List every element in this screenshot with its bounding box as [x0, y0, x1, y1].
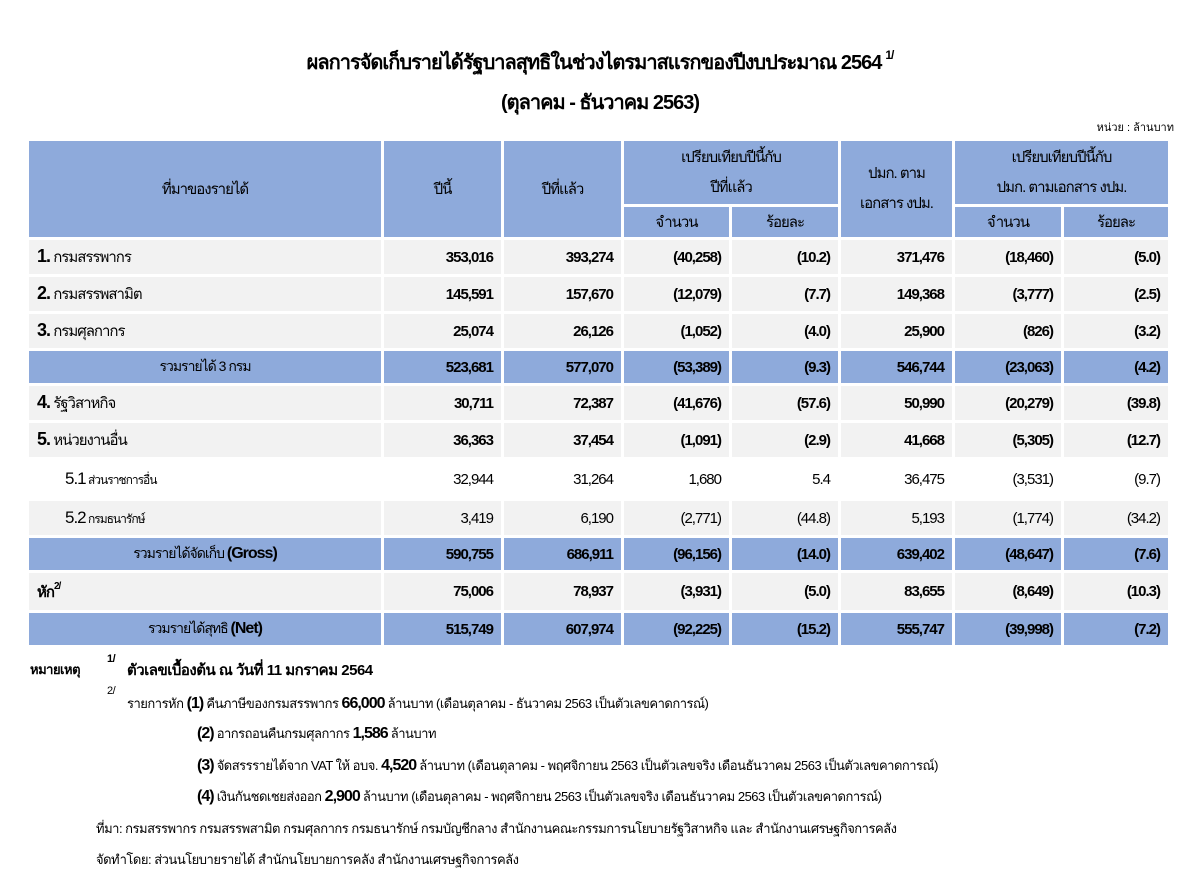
- cell-diff-pct: (7.7): [732, 277, 838, 311]
- cell-est-pct: (9.7): [1064, 460, 1168, 498]
- cell-estimate: 25,900: [841, 314, 952, 348]
- note-item-text: ล้านบาท (เดือนตุลาคม - พฤศจิกายน 2563 เป็นตัวเลขจริง เดือนธันวาคม 2563 เป็นตัวเลขคาดการณ์): [362, 789, 882, 804]
- row-number: 5.: [37, 429, 51, 449]
- cell-diff-pct: (44.8): [732, 501, 838, 535]
- row-label: [29, 573, 381, 610]
- row-label-text: กรมธนารักษ์: [87, 511, 145, 526]
- row-label: รวมรายได้ 3 กรม: [29, 351, 381, 383]
- col-header-diff-percent: ร้อยละ: [732, 207, 838, 237]
- table-row-gross-total: [29, 538, 1168, 570]
- cell-diff-pct: 5.4: [732, 460, 838, 498]
- header-line: เปรียบเทียบปีนี้กับ: [1011, 148, 1112, 166]
- cell-diff: (12,079): [624, 277, 729, 311]
- row-label-text: กรมสรรพสามิต: [53, 286, 142, 303]
- row-label-text: รวมรายได้จัดเก็บ: [133, 545, 224, 561]
- note-2-line-3: [197, 755, 938, 776]
- table-row: [29, 240, 1168, 274]
- cell-est-pct: (10.3): [1064, 573, 1168, 610]
- revenue-table: [26, 138, 1171, 648]
- row-label-text: กรมศุลกากร: [53, 323, 125, 340]
- row-label-text: รวมรายได้สุทธิ: [148, 620, 228, 636]
- cell-diff-pct: (57.6): [732, 386, 838, 420]
- cell-est-diff: (39,998): [955, 613, 1061, 645]
- cell-this-year: 36,363: [384, 423, 501, 457]
- cell-diff-pct: (14.0): [732, 538, 838, 570]
- cell-last-year: 6,190: [504, 501, 621, 535]
- cell-estimate: 50,990: [841, 386, 952, 420]
- cell-diff: (2,771): [624, 501, 729, 535]
- cell-est-diff: (5,305): [955, 423, 1061, 457]
- col-header-est-diff-amount: จำนวน: [955, 207, 1061, 237]
- note-2-line-1: [127, 693, 708, 714]
- col-header-compare-estimate: [955, 141, 1168, 204]
- table-row-net-total: [29, 613, 1168, 645]
- cell-estimate: 5,193: [841, 501, 952, 535]
- note-item-number: (2): [197, 725, 214, 742]
- note-item-amount: 2,900: [324, 788, 360, 805]
- header-line: ปีที่แล้ว: [710, 178, 752, 196]
- row-label-text: หน่วยงานอื่น: [53, 432, 127, 449]
- note-1-text: ตัวเลขเบื้องต้น ณ วันที่ 11 มกราคม 2564: [127, 662, 373, 679]
- table-row-sub: [29, 460, 1168, 498]
- col-header-estimate: [841, 141, 952, 237]
- cell-diff-pct: (5.0): [732, 573, 838, 610]
- cell-last-year: 31,264: [504, 460, 621, 498]
- cell-diff: (92,225): [624, 613, 729, 645]
- cell-diff: (3,931): [624, 573, 729, 610]
- note-2-mark: 2/: [107, 685, 116, 697]
- cell-estimate: 41,668: [841, 423, 952, 457]
- note-item-amount: 1,586: [352, 725, 388, 742]
- cell-diff: (1,091): [624, 423, 729, 457]
- page-title: [0, 46, 1200, 78]
- title-text: ผลการจัดเก็บรายได้รัฐบาลสุทธิในช่วงไตรมาสแรกของปีงบประมาณ 2564: [306, 52, 882, 74]
- col-header-compare-last-year: [624, 141, 838, 204]
- footnote-mark: 2/: [53, 580, 61, 592]
- cell-this-year: 32,944: [384, 460, 501, 498]
- cell-last-year: 37,454: [504, 423, 621, 457]
- cell-diff: (40,258): [624, 240, 729, 274]
- row-number: 1.: [37, 246, 51, 266]
- col-header-source: ที่มาของรายได้: [29, 141, 381, 237]
- note-item-amount: 4,520: [381, 757, 417, 774]
- row-label: [29, 240, 381, 274]
- cell-diff: 1,680: [624, 460, 729, 498]
- cell-last-year: 26,126: [504, 314, 621, 348]
- header-line: ปมก. ตาม: [868, 165, 925, 182]
- cell-diff-pct: (2.9): [732, 423, 838, 457]
- header-line: เปรียบเทียบปีนี้กับ: [681, 148, 781, 166]
- cell-last-year: 157,670: [504, 277, 621, 311]
- row-label: [29, 386, 381, 420]
- cell-est-diff: (3,531): [955, 460, 1061, 498]
- row-number: 4.: [37, 392, 51, 412]
- cell-last-year: 577,070: [504, 351, 621, 383]
- cell-diff-pct: (10.2): [732, 240, 838, 274]
- note-item-amount: 66,000: [341, 695, 385, 712]
- cell-estimate: 546,744: [841, 351, 952, 383]
- row-number: 5.2: [65, 507, 86, 527]
- cell-est-diff: (48,647): [955, 538, 1061, 570]
- cell-this-year: 523,681: [384, 351, 501, 383]
- cell-this-year: 25,074: [384, 314, 501, 348]
- cell-diff: (96,156): [624, 538, 729, 570]
- note-item-text: เงินกันชดเชยส่งออก: [216, 789, 322, 804]
- cell-last-year: 607,974: [504, 613, 621, 645]
- note-item-number: (4): [197, 788, 214, 805]
- cell-est-pct: (2.5): [1064, 277, 1168, 311]
- cell-est-pct: (3.2): [1064, 314, 1168, 348]
- cell-est-pct: (5.0): [1064, 240, 1168, 274]
- note-2-line-2: [197, 723, 436, 744]
- row-label-text: หัก: [37, 583, 54, 601]
- cell-estimate: 555,747: [841, 613, 952, 645]
- cell-last-year: 72,387: [504, 386, 621, 420]
- row-label-en: (Gross): [226, 545, 277, 562]
- cell-estimate: 36,475: [841, 460, 952, 498]
- note-1-mark: 1/: [107, 653, 116, 665]
- note-item-text: ล้านบาท (เดือนตุลาคม - ธันวาคม 2563 เป็นตัวเลขคาดการณ์): [387, 696, 709, 711]
- cell-diff: (1,052): [624, 314, 729, 348]
- row-number: 2.: [37, 283, 51, 303]
- cell-est-diff: (18,460): [955, 240, 1061, 274]
- note-item-text: อากรถอนคืนกรมศุลกากร: [216, 726, 350, 741]
- table-row: [29, 277, 1168, 311]
- page-subtitle: (ตุลาคม - ธันวาคม 2563): [500, 92, 700, 114]
- note-2-prefix: รายการหัก: [127, 696, 184, 711]
- row-label: [29, 501, 381, 535]
- cell-est-diff: (20,279): [955, 386, 1061, 420]
- cell-est-pct: (12.7): [1064, 423, 1168, 457]
- note-2-line-4: [197, 786, 882, 807]
- row-label-text: ส่วนราชการอื่น: [87, 472, 157, 487]
- row-label: [29, 613, 381, 645]
- note-item-text: คืนภาษีของกรมสรรพากร: [206, 696, 339, 711]
- col-header-est-diff-percent: ร้อยละ: [1064, 207, 1168, 237]
- cell-this-year: 75,006: [384, 573, 501, 610]
- header-line: เอกสาร งปม.: [860, 195, 933, 212]
- cell-this-year: 3,419: [384, 501, 501, 535]
- note-item-text: ล้านบาท: [390, 726, 437, 741]
- unit-label: หน่วย : ล้านบาท: [1096, 122, 1174, 134]
- cell-estimate: 371,476: [841, 240, 952, 274]
- note-item-text: ล้านบาท (เดือนตุลาคม - พฤศจิกายน 2563 เป็นตัวเลขจริง เดือนธันวาคม 2563 เป็นตัวเลขคาดการณ์): [419, 758, 938, 773]
- cell-diff-pct: (4.0): [732, 314, 838, 348]
- cell-est-pct: (4.2): [1064, 351, 1168, 383]
- cell-this-year: 353,016: [384, 240, 501, 274]
- row-label: [29, 314, 381, 348]
- cell-est-pct: (7.2): [1064, 613, 1168, 645]
- row-label: [29, 538, 381, 570]
- note-item-text: จัดสรรรายได้จาก VAT ให้ อบจ.: [216, 758, 378, 773]
- col-header-last-year: ปีที่แล้ว: [504, 141, 621, 237]
- cell-this-year: 590,755: [384, 538, 501, 570]
- row-number: 3.: [37, 320, 51, 340]
- cell-est-diff: (3,777): [955, 277, 1061, 311]
- cell-this-year: 30,711: [384, 386, 501, 420]
- table-row-subtotal: [29, 351, 1168, 383]
- row-number: 5.1: [65, 468, 86, 488]
- cell-estimate: 149,368: [841, 277, 952, 311]
- cell-est-diff: (1,774): [955, 501, 1061, 535]
- cell-last-year: 686,911: [504, 538, 621, 570]
- note-item-number: (1): [186, 695, 204, 712]
- note-item-number: (3): [197, 757, 214, 774]
- cell-estimate: 639,402: [841, 538, 952, 570]
- table-row-deduction: [29, 573, 1168, 610]
- cell-est-pct: (7.6): [1064, 538, 1168, 570]
- cell-diff: (53,389): [624, 351, 729, 383]
- cell-this-year: 145,591: [384, 277, 501, 311]
- title-footnote-mark: 1/: [885, 48, 894, 62]
- cell-est-diff: (826): [955, 314, 1061, 348]
- table-row-sub: [29, 501, 1168, 535]
- table-row: [29, 386, 1168, 420]
- row-label: [29, 423, 381, 457]
- cell-last-year: 393,274: [504, 240, 621, 274]
- col-header-diff-amount: จำนวน: [624, 207, 729, 237]
- table-row: [29, 314, 1168, 348]
- cell-diff-pct: (9.3): [732, 351, 838, 383]
- cell-last-year: 78,937: [504, 573, 621, 610]
- row-label: [29, 460, 381, 498]
- table-row: [29, 423, 1168, 457]
- row-label: [29, 277, 381, 311]
- col-header-this-year: ปีนี้: [384, 141, 501, 237]
- prepared-by-note: จัดทำโดย: ส่วนนโยบายรายได้ สำนักนโยบายการคลัง สำนักงานเศรษฐกิจการคลัง: [96, 852, 519, 867]
- cell-est-pct: (39.8): [1064, 386, 1168, 420]
- notes-heading: หมายเหตุ: [30, 662, 81, 677]
- cell-est-pct: (34.2): [1064, 501, 1168, 535]
- cell-this-year: 515,749: [384, 613, 501, 645]
- source-note: ที่มา: กรมสรรพากร กรมสรรพสามิต กรมศุลกากร กรมธนารักษ์ กรมบัญชีกลาง สำนักงานคณะกรรมการนโยบายรัฐวิสาหกิจ และ สำนักงานเศรษฐกิจการคลัง: [96, 821, 897, 836]
- header-line: ปมก. ตามเอกสาร งปม.: [996, 178, 1127, 196]
- row-label-en: (Net): [230, 620, 262, 637]
- row-label-text: รัฐวิสาหกิจ: [53, 395, 116, 412]
- cell-estimate: 83,655: [841, 573, 952, 610]
- cell-est-diff: (8,649): [955, 573, 1061, 610]
- cell-diff-pct: (15.2): [732, 613, 838, 645]
- row-label-text: กรมสรรพากร: [53, 249, 131, 266]
- cell-diff: (41,676): [624, 386, 729, 420]
- cell-est-diff: (23,063): [955, 351, 1061, 383]
